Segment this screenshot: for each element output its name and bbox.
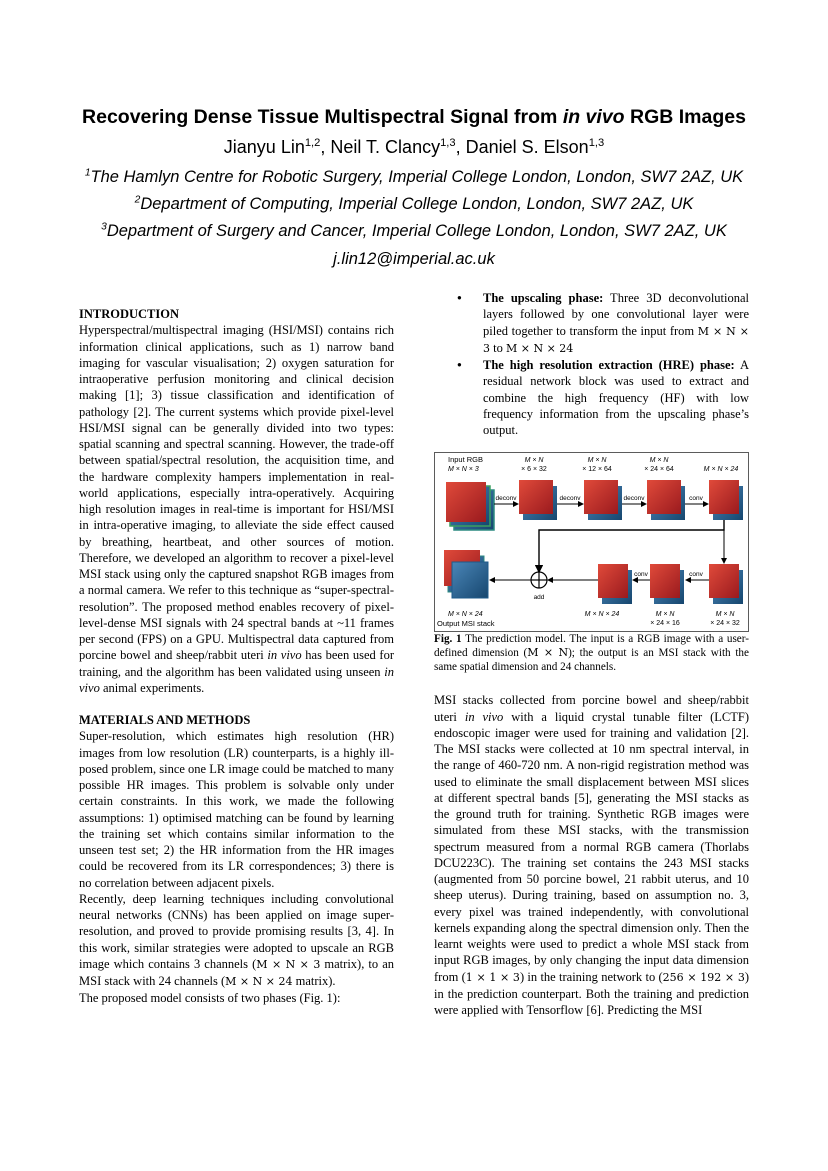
affiliation: $^3$Department of Surgery and Cancer, Imperial College London, London, SW7 2AZ, UK (101, 221, 727, 240)
author-name: Jianyu Lin (223, 137, 305, 157)
label-input-dim: M × N × 3 (448, 466, 479, 474)
label-hre3-ch: × 24 × 32 (710, 620, 740, 628)
op-conv: conv (689, 571, 703, 579)
hre-layer-3 (709, 564, 743, 604)
section-heading: MATERIALS AND METHODS (79, 713, 251, 727)
op-conv: conv (634, 571, 648, 579)
left-column (79, 306, 394, 1007)
methods-paragraph: Super-resolution, which estimates high resolution (HR) images from low resolution (LR) counterparts, is a highly ill-posed problem, since one LR image could be matched to many possible HR images. This problem is solvable only under certain constraints. In this work, we made the following assumptions: 1) optimised matching can be found by learning the training set which contains similar information to the unseen test set; 2) the HR information from the HR images could be recovered from its LR correspondences; 3) there is no correlation between adjacent pixels. (79, 729, 394, 890)
email-link[interactable]: j.lin12@imperial.ac.uk (333, 250, 495, 268)
methods-paragraph: Recently, deep learning techniques including convolutional neural networks (CNNs) has been applied on image super-resolution, and proved to provide promising results [3, 4]. In this work, similar strategies were adopted to upscale an RGB image which contains 3 channels (M × N × 3 matrix), to an MSI stack with 24 channels (M × N × 24 matrix). (79, 891, 394, 988)
methods-paragraph: The proposed model consists of two phases (Fig. 1): (79, 991, 341, 1006)
label-output-msi: Output MSI stack (437, 619, 495, 629)
label-layer3-dim: M × N (649, 457, 669, 465)
author-list: Jianyu Lin$^{1,2}$, Neil T. Clancy$^{1,3}$, Daniel S. Elson$^{1,3}$ (223, 137, 605, 157)
label-layer1-ch: × 6 × 32 (521, 466, 547, 474)
label-layer2-dim: M × N (587, 457, 607, 465)
prediction-model-diagram (434, 452, 749, 632)
author-name: Daniel S. Elson (465, 137, 589, 157)
author-name: Neil T. Clancy (330, 137, 441, 157)
figure-frame (435, 453, 749, 632)
list-item: ● The upscaling phase: Three 3D deconvolutional layers followed by one convolutional layer were piled together to transform the input from M × N × 3 to M × N × 24 (434, 290, 749, 357)
label-hre1-dim: M × N × 24 (584, 611, 620, 619)
op-add: add (533, 594, 545, 602)
label-layer3-ch: × 24 × 64 (644, 466, 674, 474)
input-rgb-image (446, 482, 494, 530)
label-output-dim: M × N × 24 (448, 611, 483, 619)
label-hre3-dim: M × N (715, 611, 735, 619)
right-paragraph: MSI stacks collected from porcine bowel and sheep/rabbit uteri in vivo with a liquid crystal tunable filter (LCTF) endoscopic imager were used for training and validation [2]. The MSI stacks were collected at 10 nm spectral interval, in the range of 460-720 nm. A non-rigid registration method was used to eliminate the small displacement between MSI slices at different spectral bands [5], generating the MSI stacks as the ground truth for training. Synthetic RGB images were simulated from these MSI stacks, with the transmission spectrum measured from a normal RGB camera (Thorlabs DCU223C). The training set contains the 243 MSI stacks (augmented from 50 porcine bowel, 21 rabbit uterus, and 10 sheep uterus). During training, based on assumption no. 3, every pixel was trained independently, with convolutional kernels expanding along the spectral dimension only. Then the learnt weights were used to predict a whole MSI stack from input RGB images, by only changing the input data dimension from (1 × 1 × 3) in the training network to (256 × 192 × 3) in the prediction counterpart. Both the training and prediction were applied with Tensorflow [6]. Predicting the MSI (434, 693, 749, 1017)
paper-title: Recovering Dense Tissue Multispectral Signal from in vivo RGB Images (82, 106, 746, 128)
list-item: ● The high resolution extraction (HRE) phase: A residual network block was used to extract and combine the high frequency (HF) with low frequency information from the upscaling phase’s output. (434, 357, 749, 438)
figure-caption: Fig. 1 The prediction model. The input is a RGB image with a user-defined dimension (M × N); the output is an MSI stack with the same spatial dimension and 24 channels. (434, 633, 749, 674)
output-msi-stack (444, 550, 488, 598)
deconv-layer-2 (584, 480, 622, 520)
affiliation: $^1$The Hamlyn Centre for Robotic Surgery, Imperial College London, London, SW7 2AZ, UK (84, 167, 744, 186)
label-layer2-ch: × 12 × 64 (582, 466, 612, 474)
affiliation: $^2$Department of Computing, Imperial College London, London, SW7 2AZ, UK (134, 194, 694, 213)
label-upscale-out: M × N × 24 (703, 466, 739, 474)
figure-1 (434, 452, 749, 632)
deconv-layer-1 (519, 480, 557, 520)
hre-layer-1 (598, 564, 632, 604)
label-input-rgb: Input RGB (448, 455, 484, 465)
phase-list (434, 290, 749, 438)
op-deconv: deconv (559, 495, 581, 503)
label-hre2-dim: M × N (655, 611, 675, 619)
op-deconv: deconv (623, 495, 645, 503)
label-layer1-dim: M × N (524, 457, 544, 465)
conv-layer-upscale-out (709, 480, 743, 520)
op-deconv: deconv (495, 495, 517, 503)
hre-layer-2 (650, 564, 684, 604)
label-hre2-ch: × 24 × 16 (650, 620, 680, 628)
add-node (531, 572, 547, 588)
intro-paragraph: Hyperspectral/multispectral imaging (HSI/MSI) contains rich information clinical applications, such as 1) narrow band imaging for vascular visualisation; 2) oxygen saturation for intraoperative perfusion monitoring and clinical decision making [1]; 3) tissue classification and identification of pathology [2]. The current systems which provide pixel-level HSI/MSI signal can be generally divided into two types: spatial scanning and spectral scanning. However, the trade-off between spatial/spectral resolution, the acquisition time, and the hardware complexity hampers implementation in real-world applications, especially intra-operatively. Acquiring high resolution images in real-time is important for HSI/MSI in intra-operative imaging, to alleviate the side effect caused by breathing, heartbeat, and other sources of motion. Therefore, we developed an algorithm to recover a pixel-level MSI stack using only the captured snapshot RGB images from a normal camera. We refer to this technique as “super-spectral-resolution”. The proposed method enables recovery of pixel-level-dense MSI signals with 24 spectral bands at ~11 frames per second (FPS) on a GPU. Multispectral data captured from porcine bowel and sheep/rabbit uteri in vivo has been used for training, and the algorithm has been validated using unseen in vivo animal experiments. (79, 323, 395, 695)
deconv-layer-3 (647, 480, 685, 520)
op-conv: conv (689, 495, 703, 503)
right-column (434, 290, 749, 1018)
section-heading: INTRODUCTION (79, 307, 180, 321)
